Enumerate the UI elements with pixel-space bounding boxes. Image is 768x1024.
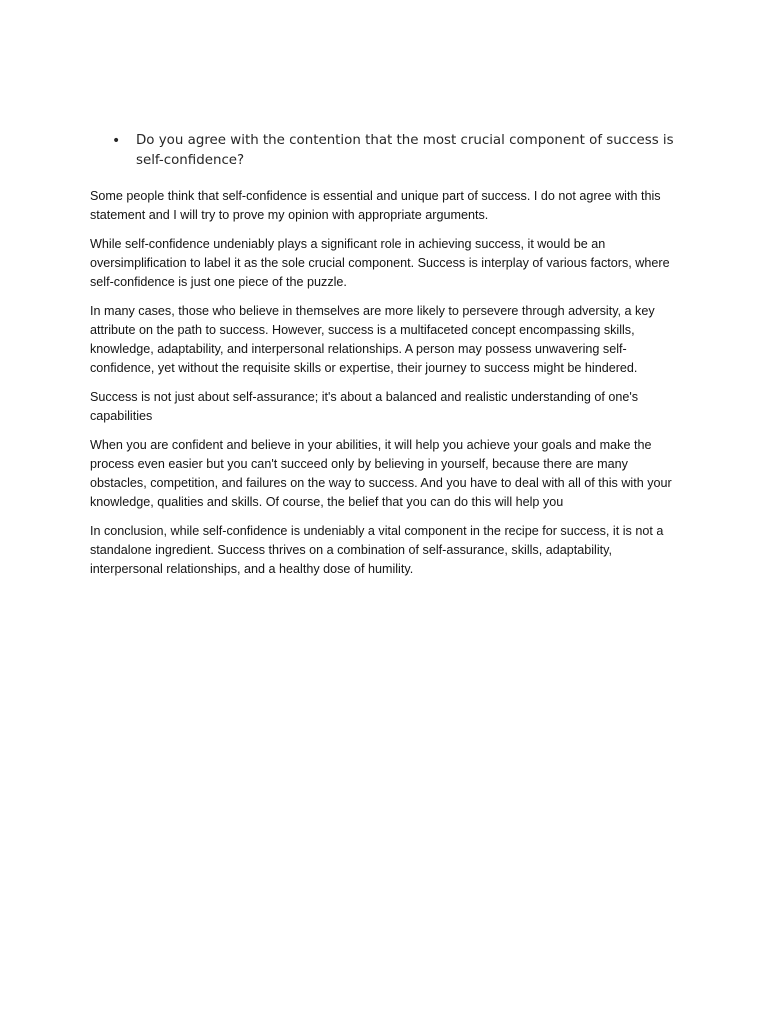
essay-paragraph-thesis: While self-confidence undeniably plays a significant role in achieving success, it would be an oversimplification to label it as the sole crucial component. Success is interplay of various factors, where self-confidence is just one piece of the puzzle. <box>90 237 670 289</box>
question-list <box>112 131 682 171</box>
question-item <box>112 131 682 171</box>
bullet-icon: • <box>112 133 121 149</box>
question-text: Do you agree with the contention that the most crucial component of success is self-confidence? <box>136 133 674 168</box>
essay-paragraph-self-assurance: Success is not just about self-assurance; it's about a balanced and realistic understanding of one's capabilities <box>90 390 639 423</box>
essay-body <box>90 187 680 589</box>
essay-paragraph-example: When you are confident and believe in your abilities, it will help you achieve your goals and make the process even easier but you can't succeed only by believing in yourself, because there are many obstacles, competition, and failures on the way to success. And you have to deal with all of this with your knowledge, qualities and skills. Of course, the belief that you can do this will help you <box>90 438 672 509</box>
essay-paragraph-introduction: Some people think that self-confidence is essential and unique part of success. I do not agree with this statement and I will try to prove my opinion with appropriate arguments. <box>90 189 661 222</box>
essay-paragraph-conclusion: In conclusion, while self-confidence is undeniably a vital component in the recipe for success, it is not a standalone ingredient. Success thrives on a combination of self-assurance, skills, adaptability, interpersonal relationships, and a healthy dose of humility. <box>90 524 664 576</box>
essay-paragraph-argument: In many cases, those who believe in themselves are more likely to persevere through adversity, a key attribute on the path to success. However, success is a multifaceted concept encompassing skills, knowledge, adaptability, and interpersonal relationships. A person may possess unwavering self-confidence, yet without the requisite skills or expertise, their journey to success might be hindered. <box>90 304 655 375</box>
